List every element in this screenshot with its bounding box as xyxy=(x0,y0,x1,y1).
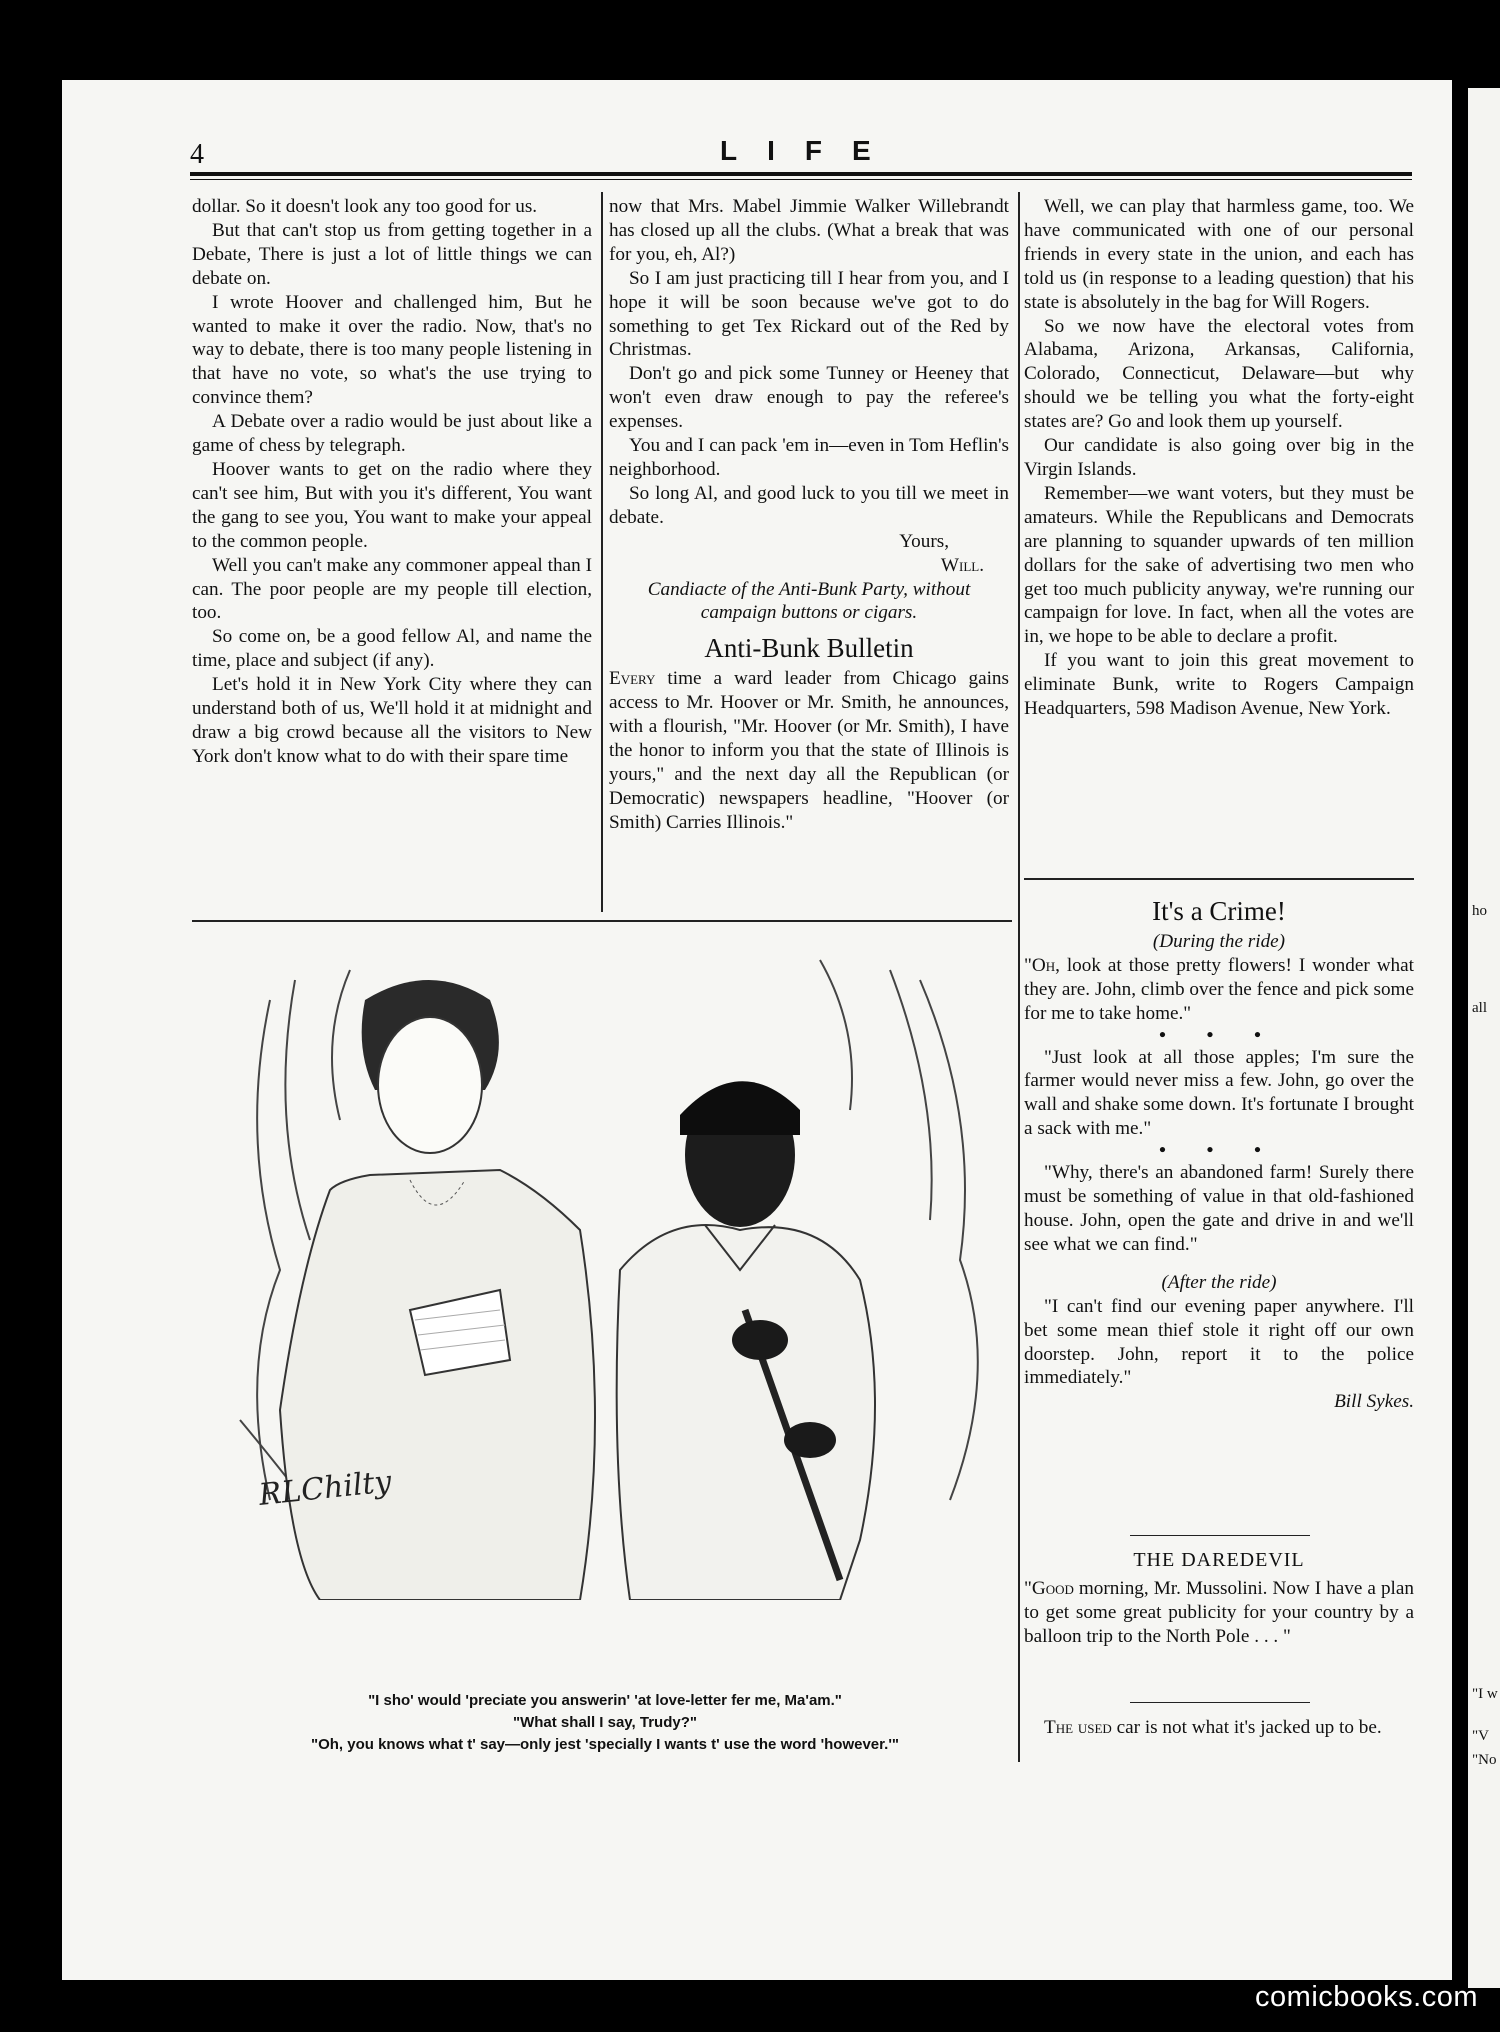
magazine-title: LIFE xyxy=(720,135,901,166)
paragraph: Let's hold it in New York City where they can understand both of us, We'll hold it at midnight and draw a big crowd because all the visitors to New York don't know what to do with their spare time xyxy=(192,674,592,767)
section-dots: • • • xyxy=(1159,1140,1279,1162)
bulletin-heading: Anti-Bunk Bulletin xyxy=(704,633,914,664)
caption-line: "Oh, you knows what t' say—only jest 'specially I wants t' use the word 'however.'" xyxy=(310,1736,900,1753)
illustration xyxy=(200,940,1020,1600)
page-number: 4 xyxy=(190,139,204,170)
crime-subheading: (During the ride) xyxy=(1152,930,1286,952)
lead-word: Every xyxy=(609,668,656,690)
adjacent-fragment: all xyxy=(1472,1000,1487,1016)
column-divider xyxy=(601,192,603,912)
lead-word: The used xyxy=(1044,1717,1112,1738)
paragraph xyxy=(1024,1716,1414,1740)
adjacent-fragment: "V xyxy=(1472,1728,1489,1744)
paragraph xyxy=(1024,1577,1414,1649)
man-figure xyxy=(617,1081,875,1600)
page-header xyxy=(190,135,1410,169)
daredevil-text: morning, Mr. Mussolini. Now I have a plan to get some great publicity for your country by a balloon trip to the North Pole . . . " xyxy=(1024,1577,1414,1647)
bulletin-text: time a ward leader from Chicago gains access to Mr. Hoover or Mr. Smith, he announces, with a flourish, "Mr. Hoover (or Mr. Smith), I have the honor to inform you that the state of Illinois is yours," and the next day all the Republican (or Democratic) newspapers headline, "Hoover (or Smith) Carries Illinois." xyxy=(609,668,1009,833)
paragraph: Hoover wants to get on the radio where they can't see him, But with you it's different, You want the gang to see you, You want to make your appeal to the common people. xyxy=(192,458,592,552)
paragraph: If you want to join this great movement to eliminate Bunk, write to Rogers Campaign Headquarters, 598 Madison Avenue, New York. xyxy=(1024,650,1414,720)
crime-heading: It's a Crime! xyxy=(1152,896,1286,926)
lead-word: "Good xyxy=(1024,1577,1074,1599)
crime-subheading: (After the ride) xyxy=(1161,1271,1277,1293)
section-dots: • • • xyxy=(1159,1024,1279,1046)
paragraph: "I can't find our evening paper anywhere. I'll bet some mean thief stole it right off our own doorstep. John, report it to the police immediately." xyxy=(1024,1295,1414,1389)
paragraph: So long Al, and good luck to you till we meet in debate. xyxy=(609,482,1009,528)
section-rule xyxy=(1024,878,1414,880)
paragraph: Well, we can play that harmless game, too. We have communicated with one of our personal friends in every state in the union, and each has told us (in response to a leading question) that his state is absolutely in the bag for Will Rogers. xyxy=(1024,196,1414,313)
section-rule xyxy=(1130,1702,1310,1703)
caption-line: "I sho' would 'preciate you answerin' 'at love-letter fer me, Ma'am." xyxy=(368,1692,842,1709)
closing: Yours, xyxy=(899,530,949,552)
paragraph xyxy=(1024,954,1414,1026)
paragraph: Don't go and pick some Tunney or Heeney that won't even draw enough to pay the referee's expenses. xyxy=(609,363,1009,433)
used-car-piece xyxy=(1024,1716,1414,1740)
section-rule xyxy=(1130,1535,1310,1536)
paragraph: Remember—we want voters, but they must be amateurs. While the Republicans and Democrats are planning to squander upwards of ten million dollars for the sake of advertising two men who get too much publicity anyway, we're running our campaign for love. In fact, when all the votes are in, we hope to be able to declare a profit. xyxy=(1024,482,1414,648)
adjacent-fragment: "No xyxy=(1472,1752,1497,1768)
article-column-2 xyxy=(609,195,1009,835)
lead-word: "Oh, xyxy=(1024,954,1060,976)
paragraph: Our candidate is also going over big in the Virgin Islands. xyxy=(1024,435,1414,480)
paragraph: dollar. So it doesn't look any too good for us. xyxy=(192,196,538,217)
bulletin-paragraph xyxy=(609,667,1009,834)
signature: Will. xyxy=(940,554,984,576)
watermark: comicbooks.com xyxy=(1255,1981,1478,2013)
paragraph: Well you can't make any commoner appeal than I can. The poor people are my people till election, too. xyxy=(192,554,592,624)
article-column-3 xyxy=(1024,195,1414,721)
adjacent-page-edge xyxy=(1468,88,1500,1988)
paragraph: So we now have the electoral votes from Alabama, Arizona, Arkansas, California, Colorado, Connecticut, Delaware—but why should we be telling you what the forty-eight states are? Go and look them up yourself. xyxy=(1024,315,1414,433)
daredevil-heading: THE DAREDEVIL xyxy=(1133,1549,1305,1571)
paragraph: But that can't stop us from getting together in a Debate, There is just a lot of little things we can debate on. xyxy=(192,219,592,289)
adjacent-fragment: "I w xyxy=(1472,1686,1498,1702)
paragraph: "Just look at all those apples; I'm sure the farmer would never miss a few. John, go over the wall and shake some down. It's fortunate I brought a sack with me." xyxy=(1024,1046,1414,1140)
crime-text: look at those pretty flowers! I wonder what they are. John, climb over the fence and pick some for me to take home." xyxy=(1024,954,1414,1024)
paragraph: I wrote Hoover and challenged him, But he wanted to make it over the radio. Now, that's no way to debate, there is too many people listening in that have no vote, so what's the use trying to convince them? xyxy=(192,291,592,409)
crime-author: Bill Sykes. xyxy=(1334,1391,1414,1413)
adjacent-fragment: ho xyxy=(1472,903,1487,919)
caption-line: "What shall I say, Trudy?" xyxy=(513,1714,697,1731)
daredevil-piece xyxy=(1024,1545,1414,1649)
paragraph: now that Mrs. Mabel Jimmie Walker Willebrandt has closed up all the clubs. (What a break that was for you, eh, Al?) xyxy=(609,196,1009,265)
crime-piece xyxy=(1024,896,1414,1414)
header-rule-thin xyxy=(190,179,1412,180)
signoff: Candiacte of the Anti-Bunk Party, without campaign buttons or cigars. xyxy=(647,578,971,624)
paragraph: A Debate over a radio would be just about like a game of chess by telegraph. xyxy=(192,411,592,457)
paragraph: You and I can pack 'em in—even in Tom Heflin's neighborhood. xyxy=(609,435,1009,480)
section-rule xyxy=(192,920,1012,922)
used-car-text: car is not what it's jacked up to be. xyxy=(1111,1717,1382,1738)
artist-signature: RLChilty xyxy=(257,1464,394,1513)
paragraph: So I am just practicing till I hear from you, and I hope it will be soon because we've got to do something to get Tex Rickard out of the Red by Christmas. xyxy=(609,267,1009,361)
article-column-1 xyxy=(192,195,592,769)
paragraph: "Why, there's an abandoned farm! Surely there must be something of value in that old-fashioned house. John, open the gate and drive in and we'll see what we can find." xyxy=(1024,1162,1414,1255)
header-rule xyxy=(190,172,1412,176)
illustration-caption xyxy=(195,1690,1015,1756)
paragraph: So come on, be a good fellow Al, and name the time, place and subject (if any). xyxy=(192,626,592,672)
woman-figure xyxy=(280,980,595,1600)
